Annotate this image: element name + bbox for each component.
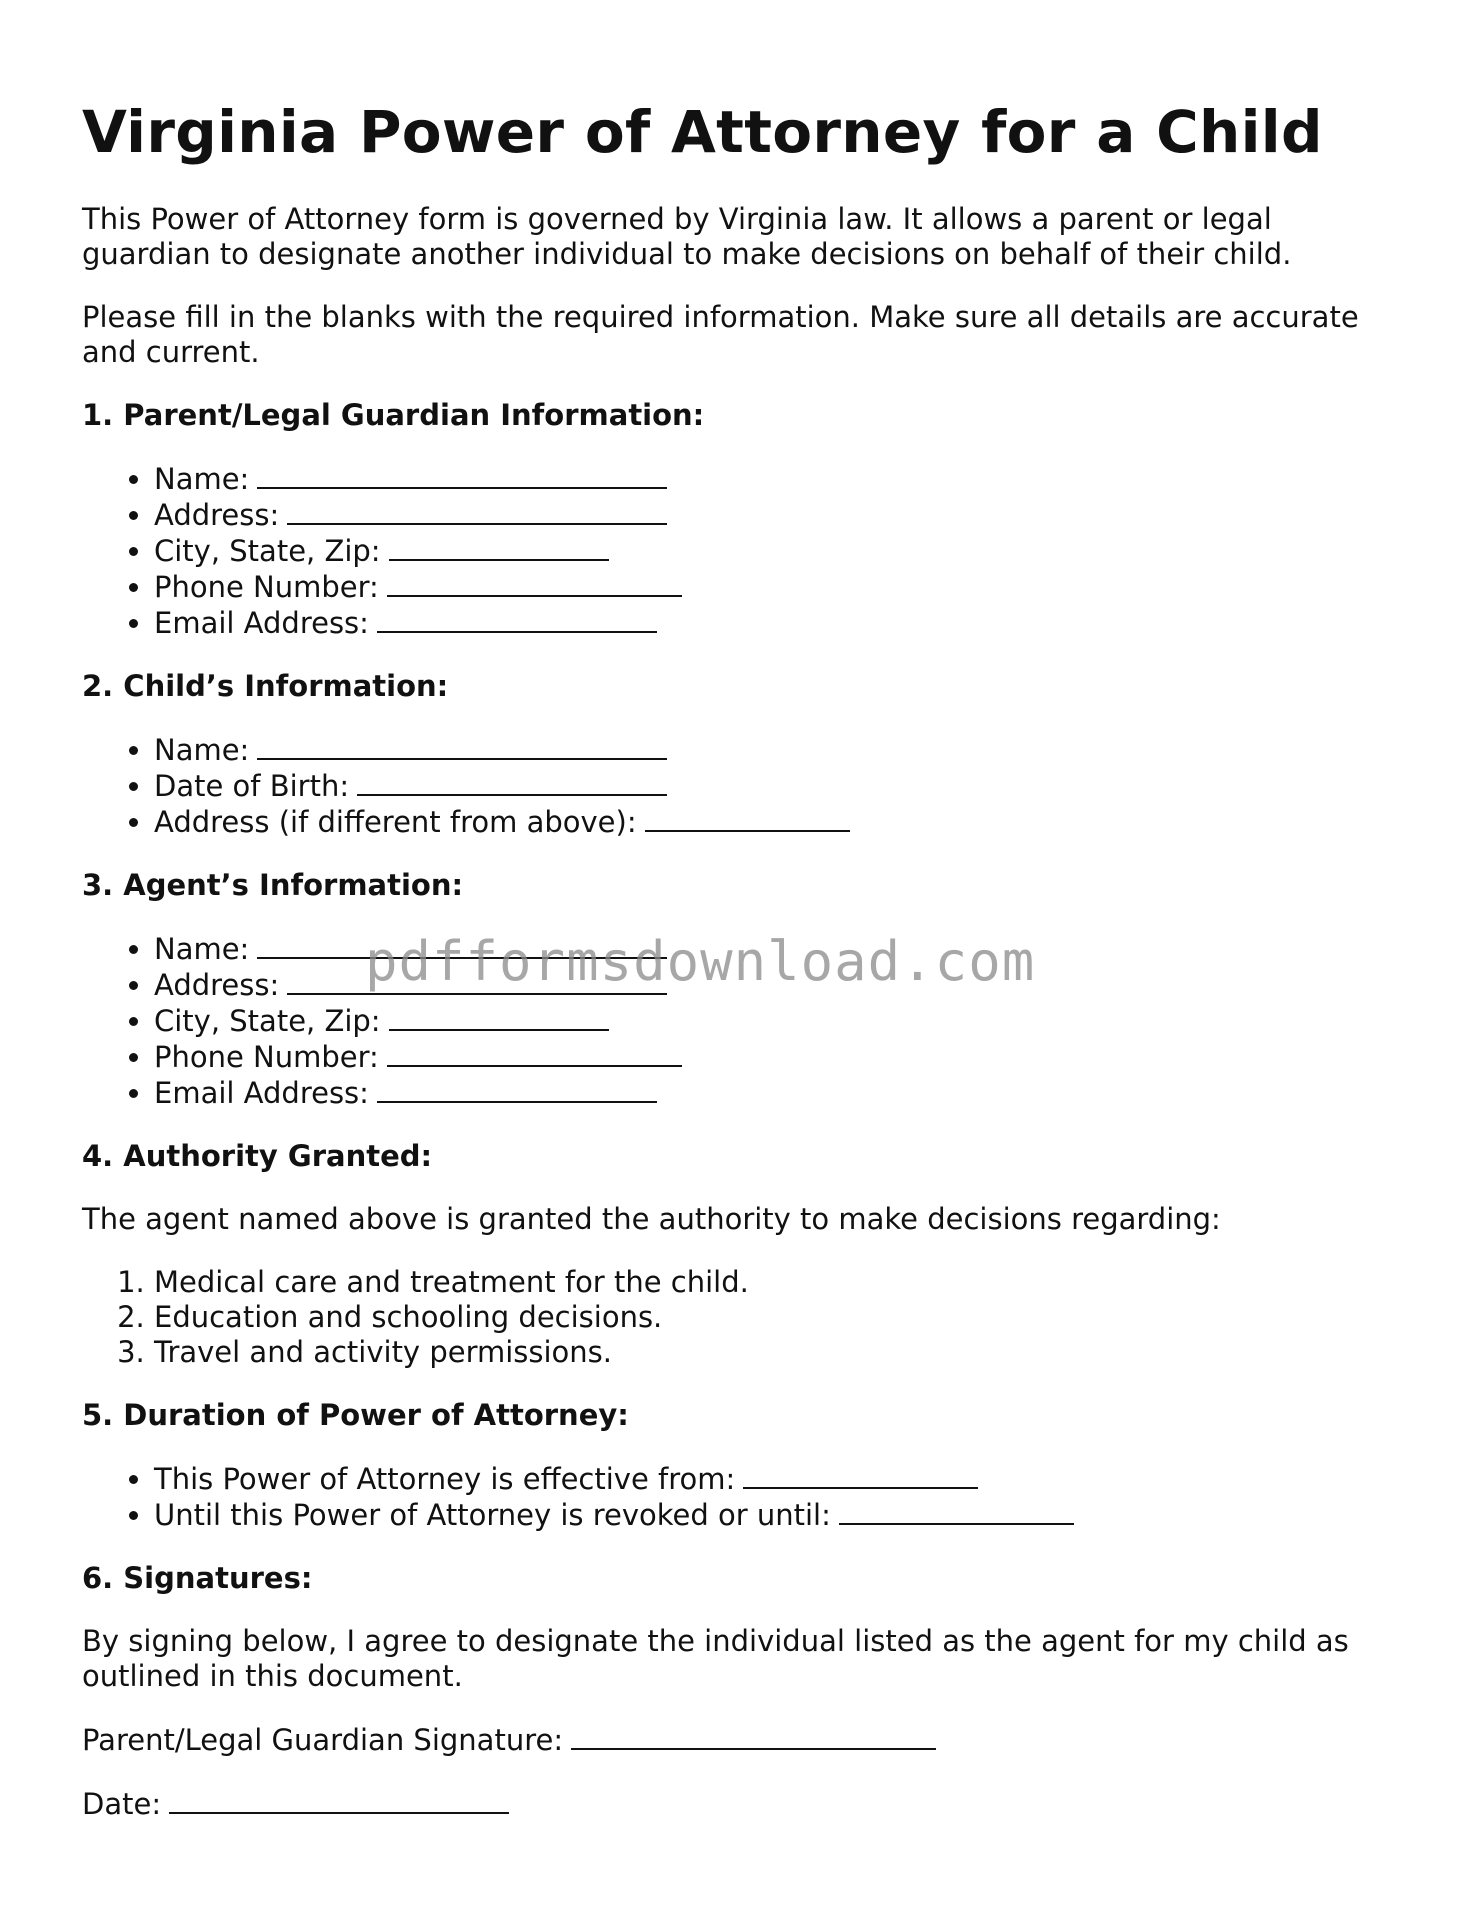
section-4-heading: 4. Authority Granted:	[82, 1138, 433, 1173]
agent-name-label: Name:	[154, 931, 250, 966]
parent-city-state-zip-label: City, State, Zip:	[154, 533, 381, 568]
duration-list	[82, 1461, 1402, 1533]
list-item	[154, 1003, 1402, 1039]
signature-label: Parent/Legal Guardian Signature:	[82, 1722, 564, 1757]
list-item	[154, 1497, 1402, 1533]
parent-email-field[interactable]	[377, 605, 657, 633]
signature-field[interactable]	[571, 1722, 936, 1750]
parent-address-field[interactable]	[287, 497, 667, 525]
child-dob-label: Date of Birth:	[154, 768, 350, 803]
agent-address-label: Address:	[154, 967, 280, 1002]
child-address-field[interactable]	[645, 804, 850, 832]
parent-email-label: Email Address:	[154, 605, 369, 640]
child-name-field[interactable]	[257, 732, 667, 760]
child-address-label: Address (if different from above):	[154, 804, 637, 839]
child-name-label: Name:	[154, 732, 250, 767]
authority-list	[82, 1265, 1402, 1370]
watermark: pdfformsdownload.com	[365, 930, 1036, 993]
agent-email-field[interactable]	[377, 1075, 657, 1103]
parent-phone-field[interactable]	[387, 569, 682, 597]
agent-phone-field[interactable]	[387, 1039, 682, 1067]
list-item	[154, 605, 1402, 641]
agent-email-label: Email Address:	[154, 1075, 369, 1110]
signature-line	[82, 1722, 1402, 1758]
date-label: Date:	[82, 1786, 162, 1821]
section-6-heading: 6. Signatures:	[82, 1560, 313, 1595]
child-info-list	[82, 732, 1402, 840]
parent-name-label: Name:	[154, 461, 250, 496]
section-2-heading: 2. Child’s Information:	[82, 668, 449, 703]
parent-address-label: Address:	[154, 497, 280, 532]
section-3-heading: 3. Agent’s Information:	[82, 867, 464, 902]
section-5-heading: 5. Duration of Power of Attorney:	[82, 1397, 629, 1432]
intro-paragraph-1: This Power of Attorney form is governed by Virginia law. It allows a parent or legal guardian to designate another individual to make decisions on behalf of their child.	[82, 201, 1292, 271]
list-item	[154, 1075, 1402, 1111]
list-item	[154, 732, 1402, 768]
until-label: Until this Power of Attorney is revoked or until:	[154, 1497, 831, 1532]
signature-agreement: By signing below, I agree to designate the individual listed as the agent for my child as outlined in this document.	[82, 1623, 1349, 1693]
list-item	[154, 804, 1402, 840]
list-item	[154, 569, 1402, 605]
date-field[interactable]	[169, 1786, 509, 1814]
page-title: Virginia Power of Attorney for a Child	[82, 98, 1323, 166]
section-1-heading: 1. Parent/Legal Guardian Information:	[82, 397, 705, 432]
until-field[interactable]	[839, 1497, 1074, 1525]
parent-city-state-zip-field[interactable]	[389, 533, 609, 561]
intro-paragraph-2: Please fill in the blanks with the required information. Make sure all details are accurate and current.	[82, 299, 1359, 369]
list-item	[154, 533, 1402, 569]
agent-phone-label: Phone Number:	[154, 1039, 379, 1074]
parent-phone-label: Phone Number:	[154, 569, 379, 604]
authority-description: The agent named above is granted the authority to make decisions regarding:	[82, 1201, 1221, 1236]
agent-city-state-zip-label: City, State, Zip:	[154, 1003, 381, 1038]
child-dob-field[interactable]	[357, 768, 667, 796]
list-item	[154, 768, 1402, 804]
list-item: 1. Medical care and treatment for the child.	[154, 1265, 1402, 1300]
effective-from-label: This Power of Attorney is effective from:	[154, 1461, 736, 1496]
parent-name-field[interactable]	[257, 461, 667, 489]
list-item: 2. Education and schooling decisions.	[154, 1300, 1402, 1335]
list-item	[154, 497, 1402, 533]
effective-from-field[interactable]	[743, 1461, 978, 1489]
list-item: 3. Travel and activity permissions.	[154, 1335, 1402, 1370]
parent-info-list	[82, 461, 1402, 641]
list-item	[154, 1461, 1402, 1497]
list-item	[154, 1039, 1402, 1075]
list-item	[154, 461, 1402, 497]
agent-city-state-zip-field[interactable]	[389, 1003, 609, 1031]
date-line	[82, 1786, 1402, 1822]
